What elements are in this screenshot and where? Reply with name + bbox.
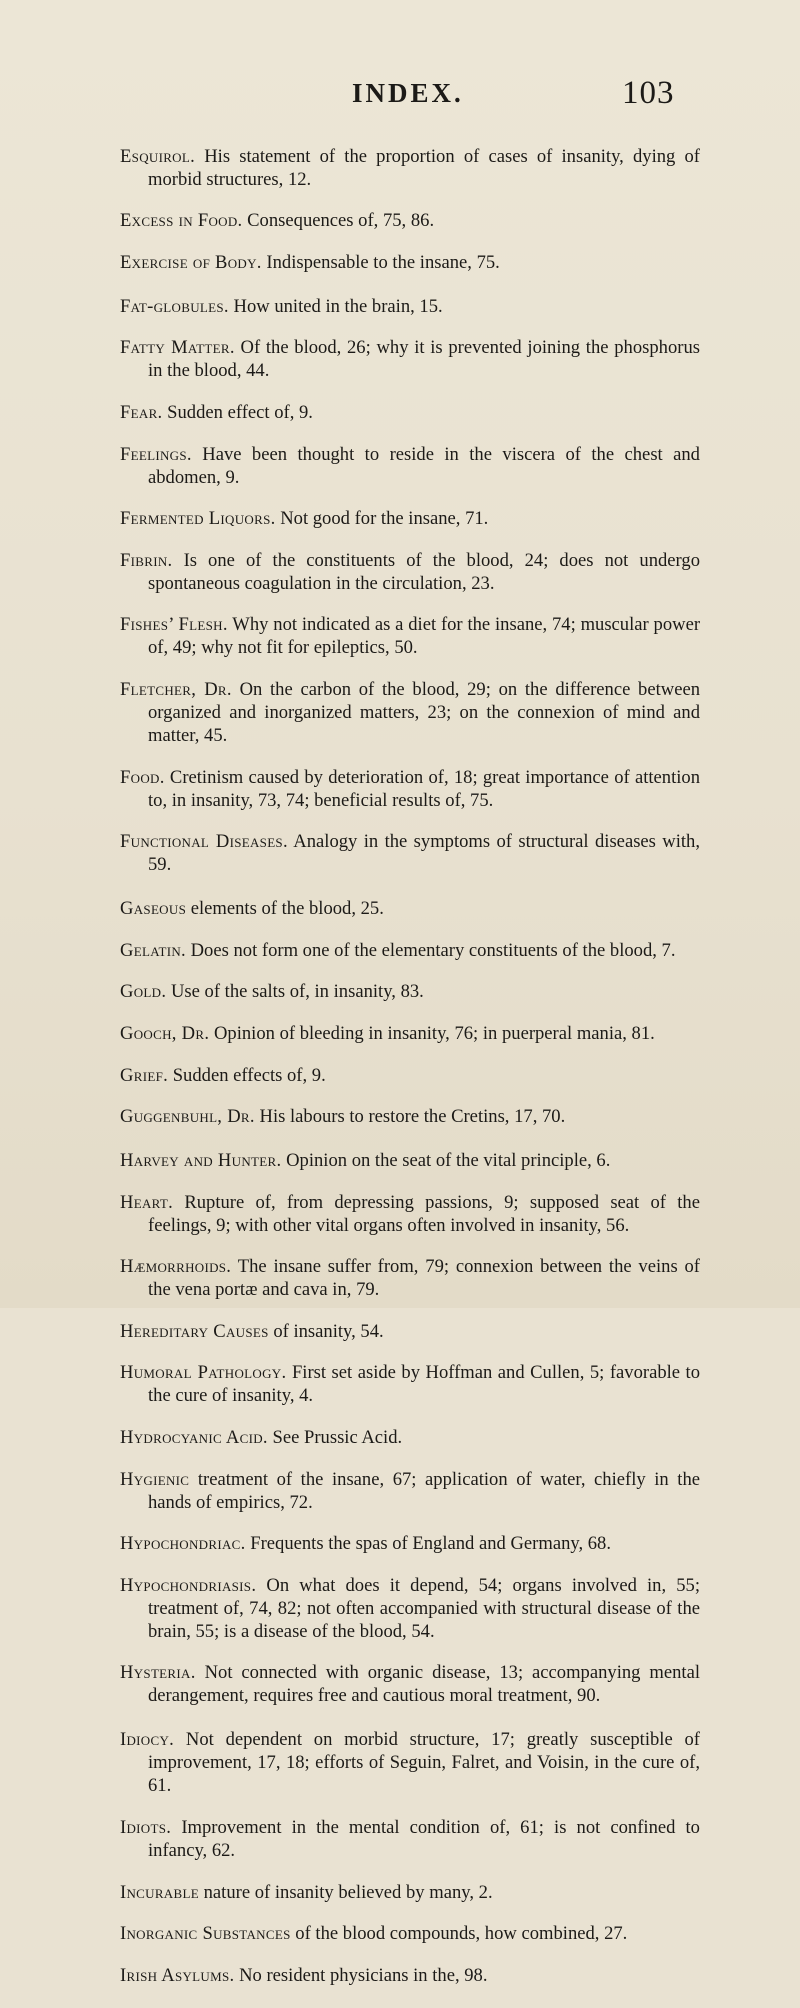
index-entry	[120, 1022, 700, 1045]
index-entry	[120, 980, 700, 1003]
index-entry	[120, 1191, 700, 1237]
entry-heading: Hereditary Causes	[120, 1320, 269, 1342]
index-entry	[120, 766, 700, 812]
index-section-h	[120, 1149, 700, 1707]
entry-text: How united in the brain, 15.	[233, 295, 443, 317]
index-entry	[120, 1881, 700, 1904]
index-entry	[120, 507, 700, 530]
entry-heading: Heart.	[120, 1191, 174, 1213]
entry-heading: Excess in Food.	[120, 210, 243, 232]
index-entry	[120, 401, 700, 424]
index-section-g	[120, 897, 700, 1128]
entry-text: On the carbon of the blood, 29; on the difference between organized and inorganized matters, 23; on the connexion of mind and matter, 45.	[148, 678, 700, 746]
index-section-e	[120, 145, 700, 274]
index-entry	[120, 678, 700, 747]
entry-text: Not dependent on morbid structure, 17; greatly susceptible of improvement, 17, 18; efforts of Seguin, Falret, and Voisin, in the cure of, 61.	[148, 1729, 700, 1797]
page-number: 103	[622, 75, 675, 111]
entry-heading: Fear.	[120, 401, 163, 423]
entry-text: No resident physicians in the, 98.	[239, 1964, 488, 1986]
entry-heading: Harvey and Hunter.	[120, 1150, 282, 1172]
entry-text: Not good for the insane, 71.	[280, 508, 489, 530]
entry-heading: Grief.	[120, 1064, 169, 1086]
entry-heading: Gelatin.	[120, 939, 186, 961]
index-entry	[120, 1426, 700, 1449]
index-entry	[120, 1532, 700, 1555]
entry-heading: Fibrin.	[120, 549, 173, 571]
entry-text: Why not indicated as a diet for the insane, 74; muscular power of, 49; why not fit for epileptics, 50.	[148, 614, 701, 659]
entry-heading: Fermented Liquors.	[120, 508, 276, 530]
entry-text: Of the blood, 26; why it is prevented joining the phosphorus in the blood, 44.	[148, 337, 700, 382]
index-entry	[120, 1922, 700, 1945]
entry-text: Indispensable to the insane, 75.	[266, 251, 500, 273]
entry-text: Rupture of, from depressing passions, 9; supposed seat of the feelings, 9; with other vital organs often involved in insanity, 56.	[148, 1191, 700, 1236]
entry-heading: Fatty Matter.	[120, 337, 235, 359]
entry-text: nature of insanity believed by many, 2.	[203, 1881, 493, 1903]
entry-text: treatment of the insane, 67; application of water, chiefly in the hands of empirics, 72.	[148, 1468, 700, 1513]
entry-heading: Gooch, Dr.	[120, 1022, 210, 1044]
index-entry	[120, 939, 700, 962]
entry-text: His labours to restore the Cretins, 17, 70.	[259, 1106, 566, 1128]
entry-text: Frequents the spas of England and Germany, 68.	[250, 1533, 612, 1555]
entry-heading: Hypochondriac.	[120, 1533, 246, 1555]
entry-heading: Fat-globules.	[120, 295, 229, 317]
index-entry	[120, 295, 700, 318]
index-section-i	[120, 1728, 700, 1986]
entry-text: First set aside by Hoffman and Cullen, 5; favorable to the cure of insanity, 4.	[148, 1362, 701, 1407]
entry-heading: Feelings.	[120, 443, 192, 465]
entry-heading: Gaseous	[120, 898, 187, 920]
running-head: INDEX.	[352, 78, 464, 108]
entry-heading: Hygienic	[120, 1468, 190, 1490]
entry-text: Consequences of, 75, 86.	[247, 210, 435, 232]
index-entry	[120, 1149, 700, 1172]
index-section-f	[120, 295, 700, 876]
entry-heading: Idiocy.	[120, 1729, 175, 1751]
entry-text: The insane suffer from, 79; connexion between the veins of the vena portæ and cava in, 79.	[148, 1256, 700, 1301]
entry-heading: Hæmorrhoids.	[120, 1256, 232, 1278]
index-entry	[120, 251, 700, 274]
entry-text: See Prussic Acid.	[272, 1427, 403, 1449]
entry-text: elements of the blood, 25.	[190, 898, 384, 920]
entry-heading: Hysteria.	[120, 1662, 196, 1684]
entry-text: Analogy in the symptoms of structural diseases with, 59.	[148, 831, 701, 876]
entry-text: of the blood compounds, how combined, 27.	[295, 1923, 628, 1945]
entry-heading: Idiots.	[120, 1817, 172, 1839]
index-entry	[120, 1661, 700, 1707]
index-entry	[120, 209, 700, 232]
entry-heading: Gold.	[120, 981, 167, 1003]
entry-heading: Incurable	[120, 1881, 199, 1903]
entry-heading: Guggenbuhl, Dr.	[120, 1106, 255, 1128]
entry-heading: Fishes’ Flesh.	[120, 614, 228, 636]
entry-text: Have been thought to reside in the viscera of the chest and abdomen, 9.	[148, 443, 700, 488]
index-entries	[120, 126, 700, 2008]
entry-heading: Fletcher, Dr.	[120, 678, 232, 700]
index-entry	[120, 1064, 700, 1087]
entry-heading: Exercise of Body.	[120, 251, 262, 273]
index-entry	[120, 1255, 700, 1301]
entry-heading: Humoral Pathology.	[120, 1362, 287, 1384]
index-entry	[120, 1468, 700, 1514]
entry-heading: Functional Diseases.	[120, 831, 288, 853]
page-header	[0, 75, 800, 118]
index-entry	[120, 1105, 700, 1128]
index-entry	[120, 1361, 700, 1407]
index-entry	[120, 830, 700, 876]
index-entry	[120, 613, 700, 659]
entry-heading: Irish Asylums.	[120, 1964, 235, 1986]
entry-heading: Esquirol.	[120, 145, 196, 167]
entry-text: His statement of the proportion of cases of insanity, dying of morbid structures, 12.	[148, 145, 700, 190]
entry-heading: Hypochondriasis.	[120, 1574, 257, 1596]
index-entry	[120, 443, 700, 489]
index-entry	[120, 1320, 700, 1343]
entry-text: Opinion of bleeding in insanity, 76; in puerperal mania, 81.	[213, 1022, 655, 1044]
entry-text: Sudden effect of, 9.	[167, 401, 313, 423]
entry-heading: Food.	[120, 766, 165, 788]
index-entry	[120, 336, 700, 382]
index-entry	[120, 1816, 700, 1862]
entry-text: Not connected with organic disease, 13; accompanying mental derangement, requires free and cautious moral treatment, 90.	[148, 1662, 700, 1707]
entry-text: Is one of the constituents of the blood, 24; does not undergo spontaneous coagulation in the circulation, 23.	[148, 549, 701, 594]
entry-text: Opinion on the seat of the vital principle, 6.	[286, 1150, 611, 1172]
index-entry	[120, 145, 700, 191]
entry-heading: Hydrocyanic Acid.	[120, 1427, 268, 1449]
entry-text: Improvement in the mental condition of, 61; is not confined to infancy, 62.	[148, 1817, 700, 1862]
entry-heading: Inorganic Substances	[120, 1923, 291, 1945]
entry-text: Does not form one of the elementary constituents of the blood, 7.	[190, 939, 676, 961]
entry-text: Cretinism caused by deterioration of, 18; great importance of attention to, in insanity, 73, 74; beneficial results of, 75.	[148, 766, 700, 811]
entry-text: Sudden effects of, 9.	[172, 1064, 326, 1086]
entry-text: Use of the salts of, in insanity, 83.	[170, 981, 424, 1003]
entry-text: On what does it depend, 54; organs involved in, 55; treatment of, 74, 82; not often accompanied with structural disease of the brain, 55; is a disease of the blood, 54.	[148, 1574, 700, 1642]
index-entry	[120, 897, 700, 920]
entry-text: of insanity, 54.	[273, 1320, 384, 1342]
index-entry	[120, 1574, 700, 1643]
index-entry	[120, 1728, 700, 1797]
index-entry	[120, 549, 700, 595]
index-entry	[120, 1964, 700, 1987]
